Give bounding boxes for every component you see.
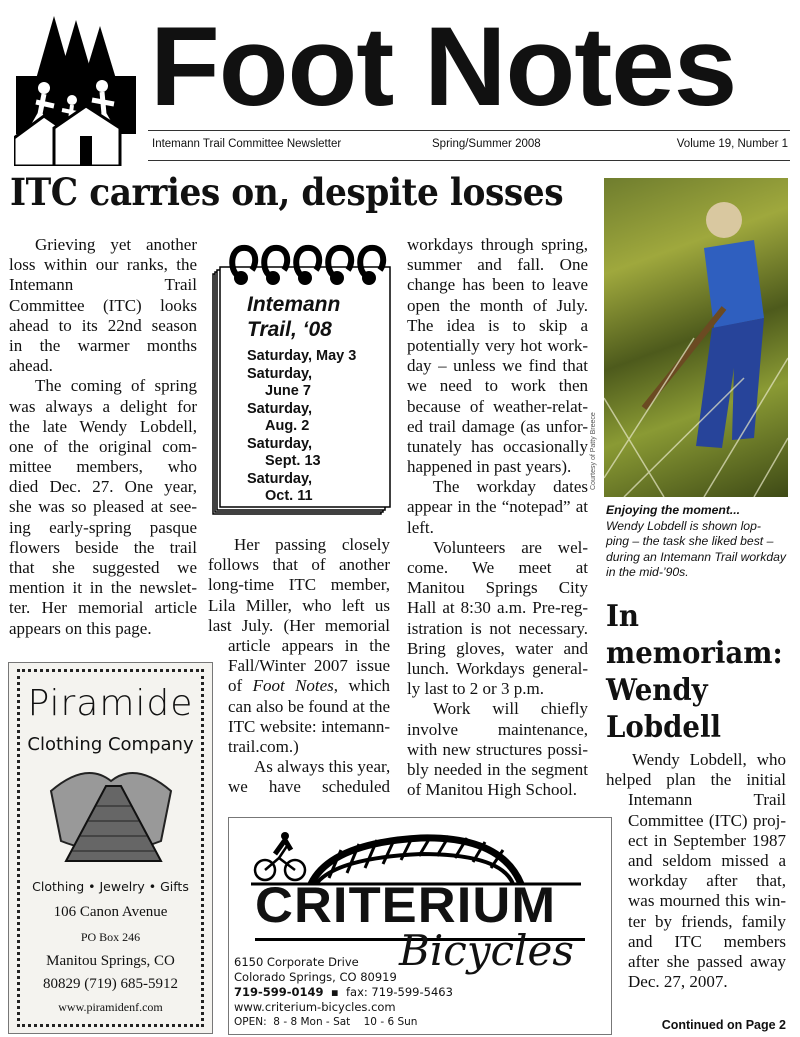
text-line: can also be found at the	[228, 696, 390, 716]
text-line: involve maintenance,	[407, 719, 588, 739]
piramide-city: Manitou Springs, CO	[46, 953, 175, 969]
memoriam-heading-line: memoriam:	[606, 636, 783, 671]
issue-season: Spring/Summer 2008	[432, 138, 541, 150]
text-line: istration is not necessary.	[407, 618, 588, 638]
criterium-fax: fax: 719-599-5463	[346, 985, 453, 999]
text-line: day – unless we find that	[407, 356, 588, 376]
piramide-website[interactable]: www.piramidenf.com	[58, 1000, 163, 1014]
text-line: ly last to 2 or 3 p.m.	[407, 679, 544, 699]
criterium-address-1: 6150 Corporate Drive	[234, 955, 359, 969]
text-line: was mourned this win-	[628, 891, 786, 911]
text-line: As always this year,	[254, 757, 391, 777]
criterium-hours: OPEN: 8 - 8 Mon - Sat 10 - 6 Sun	[234, 1016, 418, 1028]
article-column-3	[407, 235, 588, 800]
text-line: Hall at 8:30 a.m. Pre-reg-	[407, 598, 588, 618]
text-line: ect in September 1987	[628, 830, 786, 850]
text-line: mittee members, who	[9, 457, 197, 477]
text-line: one of the original com-	[9, 436, 197, 456]
text-line: ahead.	[9, 356, 53, 376]
masthead-title: Foot Notes	[150, 4, 737, 129]
workday-date: Saturday,	[247, 365, 313, 382]
separator-bullet-icon: ▪	[323, 985, 346, 999]
text-line: in the warmer months	[9, 335, 197, 355]
text-line: summer and fall. One	[407, 255, 588, 275]
text-line: follows that of another	[208, 555, 390, 575]
text-line: helped plan the initial	[606, 770, 786, 790]
text-line: long-time ITC member,	[208, 575, 390, 595]
text-line: trail.com.)	[228, 736, 299, 756]
memoriam-heading	[606, 598, 796, 746]
text-line: Wendy Lobdell, who	[632, 750, 786, 769]
article-column-2	[208, 535, 390, 797]
issue-volume: Volume 19, Number 1	[676, 138, 788, 150]
text-line: of Manitou High School.	[407, 780, 577, 800]
text-line: ITC website: intemann-	[228, 716, 390, 736]
workday-date: Saturday,	[247, 400, 313, 417]
text-line: with new structures possi-	[407, 739, 588, 759]
text-line: mention it in the newslet-	[9, 578, 197, 598]
photo-caption-text: Wendy Lobdell is shown lop- ping – the task she liked best – during an Intemann Trail workday in the mid-’90s.	[606, 518, 786, 579]
text-line: happened in past years).	[407, 457, 572, 477]
text-line: flowers beside the trail	[9, 537, 197, 557]
photo-caption-title: Enjoying the moment...	[606, 503, 741, 517]
workday-date: June 7	[265, 383, 311, 399]
text-line: The workday dates	[433, 477, 588, 497]
text-line: Committee (ITC) looks	[9, 295, 197, 315]
masthead-logo	[14, 16, 142, 166]
text-line: article appears in the	[228, 635, 390, 655]
text-line: of Foot Notes, which	[228, 676, 390, 696]
text-line: ing early-spring pasque	[9, 517, 197, 537]
workday-date: Saturday,	[247, 435, 313, 452]
piramide-po-box: PO Box 246	[80, 930, 141, 944]
text-line: The coming of spring	[35, 376, 197, 396]
masthead-rule-top	[148, 130, 790, 131]
text-line: was always a delight for	[9, 396, 197, 416]
text-line: Intemann Trail	[628, 790, 786, 810]
criterium-ad	[228, 817, 612, 1035]
text-line: appear in the “notepad” at	[407, 497, 588, 517]
text-line: Lila Miller, who left us	[208, 595, 390, 615]
text-line: Grieving yet another	[35, 235, 197, 254]
criterium-name: CRITERIUM	[255, 877, 557, 933]
piramide-phone: 80829 (719) 685-5912	[43, 976, 178, 992]
criterium-address-2: Colorado Springs, CO 80919	[234, 970, 397, 984]
photo-credit: Courtesy of Patty Breece	[590, 412, 597, 490]
text-line: potentially very hot work-	[407, 335, 588, 355]
article-headline: ITC carries on, despite losses	[10, 170, 564, 214]
newsletter-name: Intemann Trail Committee Newsletter	[152, 138, 342, 150]
text-line: Volunteers are wel-	[433, 537, 588, 557]
text-line: workday after that,	[628, 871, 786, 891]
text-line: because of weather-relat-	[407, 396, 588, 416]
workday-date: Aug. 2	[265, 418, 310, 434]
text-line: the late Wendy Lobdell,	[9, 416, 197, 436]
text-line: ahead to its 22nd season	[9, 315, 197, 335]
text-line: lunch. Workdays general-	[407, 658, 588, 678]
piramide-name: Piramide	[27, 683, 194, 724]
text-line: loss within our ranks, the	[9, 255, 197, 275]
continued-note: Continued on Page 2	[661, 1018, 786, 1032]
workday-date: Sept. 13	[265, 453, 321, 469]
text-line: and ITC members	[628, 931, 786, 951]
text-line: Dec. 27, 2007.	[628, 972, 728, 992]
piramide-subtitle: Clothing Company	[27, 734, 194, 755]
text-line: and seldom missed a	[628, 850, 786, 870]
text-line: Manitou Springs City	[407, 578, 588, 598]
text-line: bly needed in the segment	[407, 759, 588, 779]
text-line: we need to work then	[407, 376, 588, 396]
ornamental-border	[17, 669, 204, 1027]
memoriam-heading-line: Lobdell	[606, 710, 721, 745]
text-line: change has been to leave	[407, 275, 588, 295]
memoriam-body	[606, 750, 786, 992]
workday-notepad	[212, 232, 392, 517]
text-line: she was so pleased at see-	[9, 497, 197, 517]
text-line: tunately has occasionally	[407, 436, 588, 456]
memoriam-heading-line: Wendy	[606, 673, 708, 708]
text-line: Her passing closely	[234, 535, 390, 554]
piramide-tagline: Clothing • Jewelry • Gifts	[32, 879, 189, 894]
wendy-lobdell-photo	[604, 178, 788, 497]
text-line: last July. (Her memorial	[208, 615, 390, 635]
text-line: appears on this page.	[9, 618, 152, 638]
text-line: Bring gloves, water and	[407, 638, 588, 658]
article-column-1	[9, 235, 197, 639]
workday-date: Oct. 11	[265, 488, 313, 504]
text-line: open the month of July.	[407, 295, 588, 315]
criterium-phone: 719-599-0149	[234, 985, 324, 999]
text-line: come. We meet at	[407, 558, 588, 577]
text-line: ter. Her memorial article	[9, 598, 197, 618]
workday-date: Saturday, May 3	[247, 348, 357, 364]
memoriam-heading-line: In	[606, 599, 639, 634]
workday-date: Saturday,	[247, 470, 313, 487]
criterium-script: Bicycles	[399, 926, 574, 975]
text-line: ed trail damage (as unfor-	[407, 416, 588, 436]
text-line: ter by friends, family	[628, 911, 786, 931]
text-line: Work will chiefly	[433, 699, 588, 719]
text-line: Intemann Trail	[9, 275, 197, 295]
text-line: workdays through spring,	[407, 235, 588, 254]
text-line: left.	[407, 517, 434, 537]
notepad-title-line-2: Trail, ‘08	[247, 318, 332, 341]
criterium-website[interactable]: www.criterium-bicycles.com	[234, 1000, 396, 1014]
text-line: The idea is to skip a	[407, 315, 588, 335]
piramide-ad	[8, 662, 213, 1034]
text-line: we have scheduled	[228, 777, 390, 797]
piramide-address: 106 Canon Avenue	[53, 904, 168, 920]
text-line: Committee (ITC) proj-	[628, 810, 786, 830]
text-line: that she suggested we	[9, 558, 197, 577]
text-line: Fall/Winter 2007 issue	[228, 656, 390, 676]
text-line: died Dec. 27. One year,	[9, 477, 197, 497]
masthead-rule-bottom	[148, 160, 790, 161]
text-line: after she passed away	[628, 951, 786, 971]
notepad-title-line-1: Intemann	[247, 293, 341, 316]
